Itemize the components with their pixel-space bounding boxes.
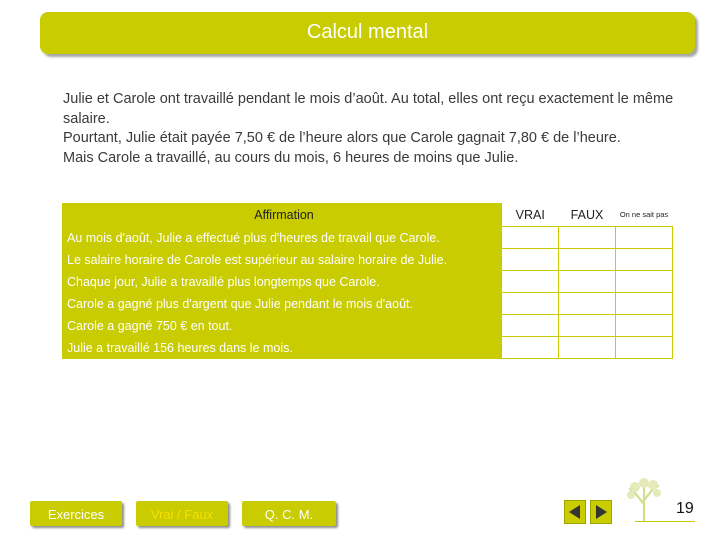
- statement-1: Au mois d'août, Julie a effectué plus d'heures de travail que Carole.: [63, 227, 502, 249]
- qcm-button[interactable]: Q. C. M.: [242, 501, 336, 526]
- unknown-cell[interactable]: [616, 293, 673, 315]
- faux-cell[interactable]: [559, 227, 616, 249]
- table-row: [63, 249, 673, 271]
- statement-6: Julie a travaillé 156 heures dans le mois.: [63, 337, 502, 359]
- unknown-cell[interactable]: [616, 337, 673, 359]
- vrai-cell[interactable]: [502, 227, 559, 249]
- table-header-row: [63, 204, 673, 227]
- faux-cell[interactable]: [559, 249, 616, 271]
- vrai-cell[interactable]: [502, 337, 559, 359]
- page-number: 19: [676, 500, 694, 517]
- unknown-cell[interactable]: [616, 271, 673, 293]
- vrai-cell[interactable]: [502, 315, 559, 337]
- exercices-button[interactable]: Exercices: [30, 501, 122, 526]
- table-row: [63, 271, 673, 293]
- unknown-cell[interactable]: [616, 227, 673, 249]
- header-faux: FAUX: [559, 204, 616, 227]
- table-row: [63, 227, 673, 249]
- problem-line-1: Julie et Carole ont travaillé pendant le mois d’août. Au total, elles ont reçu exactement le même salaire.: [63, 91, 674, 127]
- header-affirmation: Affirmation: [63, 204, 502, 227]
- vrai-faux-button[interactable]: Vrai / Faux: [136, 501, 228, 526]
- vrai-cell[interactable]: [502, 271, 559, 293]
- statement-5: Carole a gagné 750 € en tout.: [63, 315, 502, 337]
- table-row: [63, 315, 673, 337]
- statement-3: Chaque jour, Julie a travaillé plus longtemps que Carole.: [63, 271, 502, 293]
- arrow-right-icon[interactable]: [590, 500, 612, 524]
- statement-2: Le salaire horaire de Carole est supérieur au salaire horaire de Julie.: [63, 249, 502, 271]
- faux-cell[interactable]: [559, 337, 616, 359]
- problem-line-2: Pourtant, Julie était payée 7,50 € de l’heure alors que Carole gagnait 7,80 € de l’heure.: [63, 130, 621, 146]
- header-on-ne-sait-pas: On ne sait pas: [616, 204, 673, 227]
- page-underline: [635, 521, 695, 522]
- header-vrai: VRAI: [502, 204, 559, 227]
- table-row: [63, 293, 673, 315]
- vrai-cell[interactable]: [502, 249, 559, 271]
- faux-cell[interactable]: [559, 315, 616, 337]
- page-title: Calcul mental: [306, 21, 429, 43]
- faux-cell[interactable]: [559, 271, 616, 293]
- problem-line-3: Mais Carole a travaillé, au cours du mois, 6 heures de moins que Julie.: [63, 149, 519, 166]
- unknown-cell[interactable]: [616, 315, 673, 337]
- tree-logo-icon: [624, 478, 664, 522]
- title-bar: [40, 12, 695, 54]
- answer-table: [62, 203, 673, 359]
- faux-cell[interactable]: [559, 293, 616, 315]
- arrow-left-icon[interactable]: [564, 500, 586, 524]
- table-row: [63, 337, 673, 359]
- statement-4: Carole a gagné plus d'argent que Julie pendant le mois d'août.: [63, 293, 502, 315]
- problem-statement: [63, 90, 693, 168]
- unknown-cell[interactable]: [616, 249, 673, 271]
- vrai-cell[interactable]: [502, 293, 559, 315]
